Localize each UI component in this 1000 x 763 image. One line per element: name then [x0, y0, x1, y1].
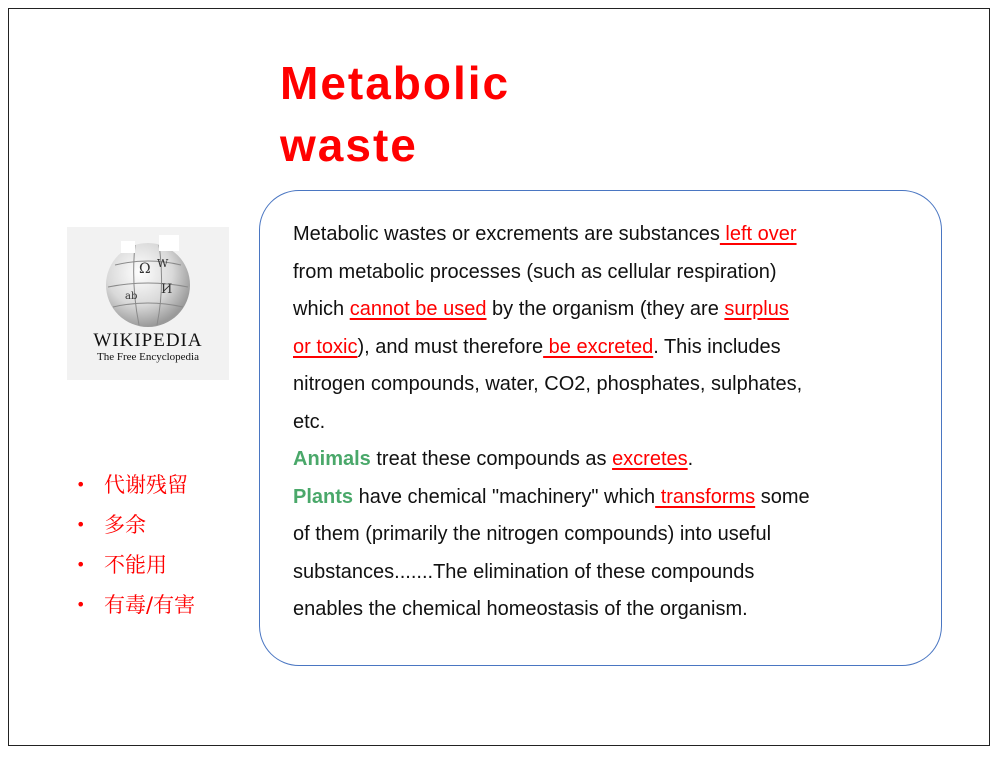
content-line [293, 366, 933, 404]
text-run: have chemical "machinery" which [353, 485, 656, 508]
text-run: nitrogen compounds, water, CO2, phosphates, sulphates, [293, 373, 803, 395]
keyword-plants: Plants [293, 485, 354, 508]
text-run: . [687, 448, 694, 470]
text-run: by the organism (they are [486, 298, 725, 320]
bullet-text: 不能用 [104, 553, 167, 577]
bullet-list [72, 470, 195, 630]
wikipedia-logo [67, 227, 229, 380]
svg-text:ab: ab [125, 291, 138, 302]
bullet-item [72, 470, 195, 510]
bullet-dot-icon: • [76, 555, 86, 574]
bullet-dot-icon: • [76, 595, 86, 614]
text-run: treat these compounds as [370, 448, 613, 470]
svg-text:W: W [157, 257, 169, 270]
highlight-left-over: left over [719, 223, 797, 245]
content-line [293, 216, 933, 254]
keyword-animals: Animals [293, 448, 371, 470]
svg-text:И: И [161, 282, 173, 297]
slide-title [280, 52, 510, 176]
bullet-text: 代谢残留 [104, 473, 188, 497]
highlight-be-excreted: be excreted [543, 335, 654, 358]
wikipedia-wordmark: WIKIPEDIA [93, 330, 203, 351]
text-run: etc. [293, 410, 326, 433]
text-run: which [293, 298, 350, 320]
bullet-dot-icon: • [76, 475, 86, 494]
wikipedia-tagline: The Free Encyclopedia [96, 351, 199, 363]
text-run: some [755, 485, 810, 508]
bullet-dot-icon: • [76, 515, 86, 534]
content-line [293, 291, 933, 329]
text-run: from metabolic processes (such as cellular respiration) [293, 260, 777, 283]
title-line-1: Metabolic [280, 57, 511, 109]
content-line [293, 441, 933, 479]
content-line [293, 516, 933, 554]
highlight-cannot-be-used: cannot be used [349, 298, 487, 320]
text-run: of them (primarily the nitrogen compounds) into useful [293, 523, 772, 545]
content-line [293, 329, 933, 367]
text-run: enables the chemical homeostasis of the organism. [293, 598, 748, 620]
highlight-or-toxic: or toxic [293, 335, 358, 358]
content-line [293, 479, 933, 517]
wikipedia-globe-icon [95, 235, 201, 327]
content-line [293, 404, 933, 442]
svg-text:Ω: Ω [139, 261, 151, 277]
bullet-item [72, 550, 195, 590]
content-line [293, 591, 933, 629]
text-run: substances.......The elimination of these compounds [293, 560, 755, 583]
bullet-text: 有毒/有害 [104, 593, 196, 617]
text-run: . This includes [653, 335, 781, 358]
text-run: Metabolic wastes or excrements are substances [293, 223, 720, 245]
highlight-surplus: surplus [724, 298, 789, 320]
content-paragraph [293, 216, 933, 629]
highlight-transforms: transforms [655, 485, 756, 508]
content-line [293, 254, 933, 292]
bullet-item [72, 510, 195, 550]
text-run: ), and must therefore [357, 335, 544, 358]
title-line-2: waste [280, 119, 418, 171]
bullet-text: 多余 [104, 513, 146, 537]
highlight-excretes: excretes [612, 448, 688, 470]
content-line [293, 554, 933, 592]
bullet-item [72, 590, 195, 630]
